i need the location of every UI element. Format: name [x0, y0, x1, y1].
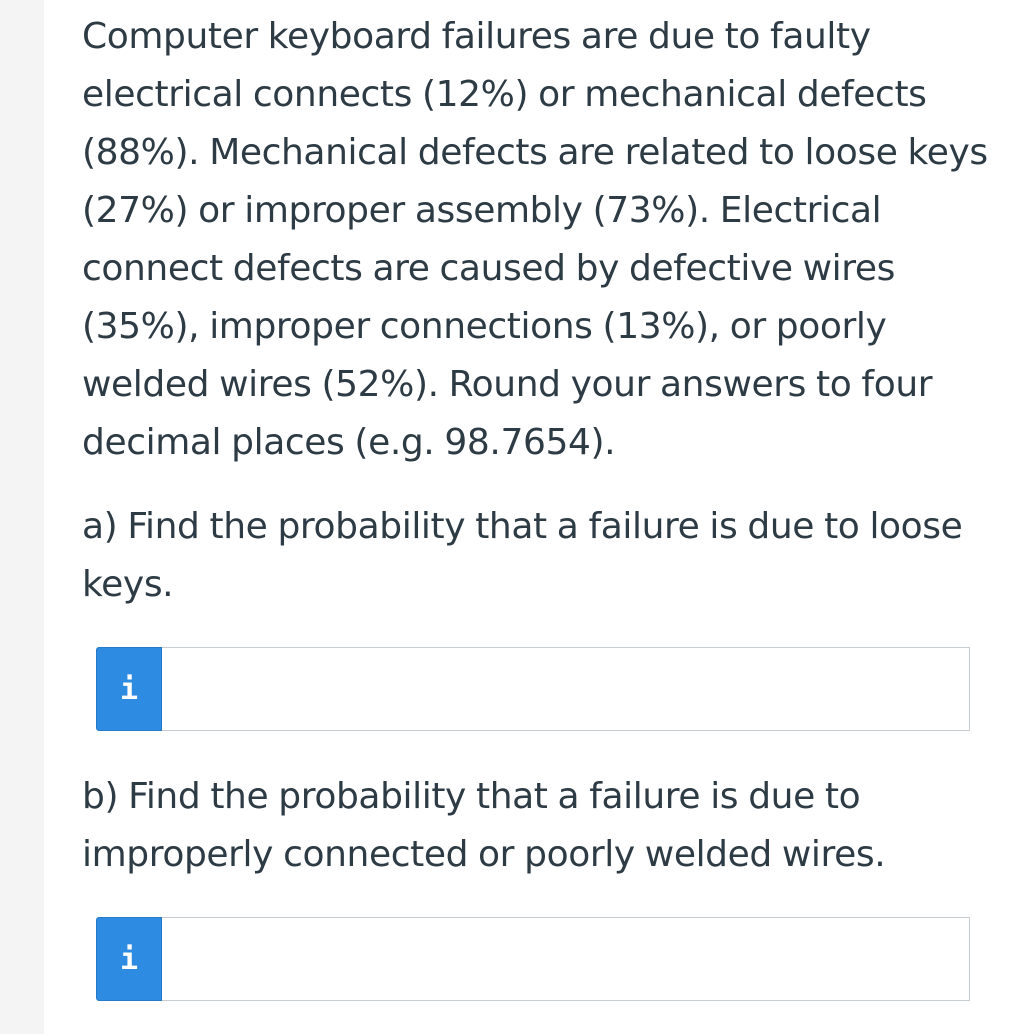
question-panel — [44, 0, 1036, 1034]
info-icon-glyph: i — [119, 941, 139, 977]
question-text: Computer keyboard failures are due to faulty electrical connects (12%) or mechanical defects (88%). Mechanical defects are related to loose keys (27%) or improper assembly (73%). Electrical connect defects are caused by defective wires (35%), improper connections (13%), or poorly welded wires (52%). Round your answers to four decimal places (e.g. 98.7654). — [82, 16, 988, 463]
part-b-answer-row — [96, 917, 970, 1001]
part-b-answer-input[interactable] — [162, 917, 970, 1001]
left-gutter — [0, 0, 44, 1034]
part-b-prompt: b) Find the probability that a failure is due to improperly connected or poorly welded wires. — [82, 776, 886, 875]
info-icon-glyph: i — [119, 671, 139, 707]
part-a-answer-row — [96, 647, 970, 731]
part-a-answer-input[interactable] — [162, 647, 970, 731]
info-icon[interactable] — [96, 647, 162, 731]
part-a-prompt: a) Find the probability that a failure is due to loose keys. — [82, 506, 963, 605]
info-icon[interactable] — [96, 917, 162, 1001]
